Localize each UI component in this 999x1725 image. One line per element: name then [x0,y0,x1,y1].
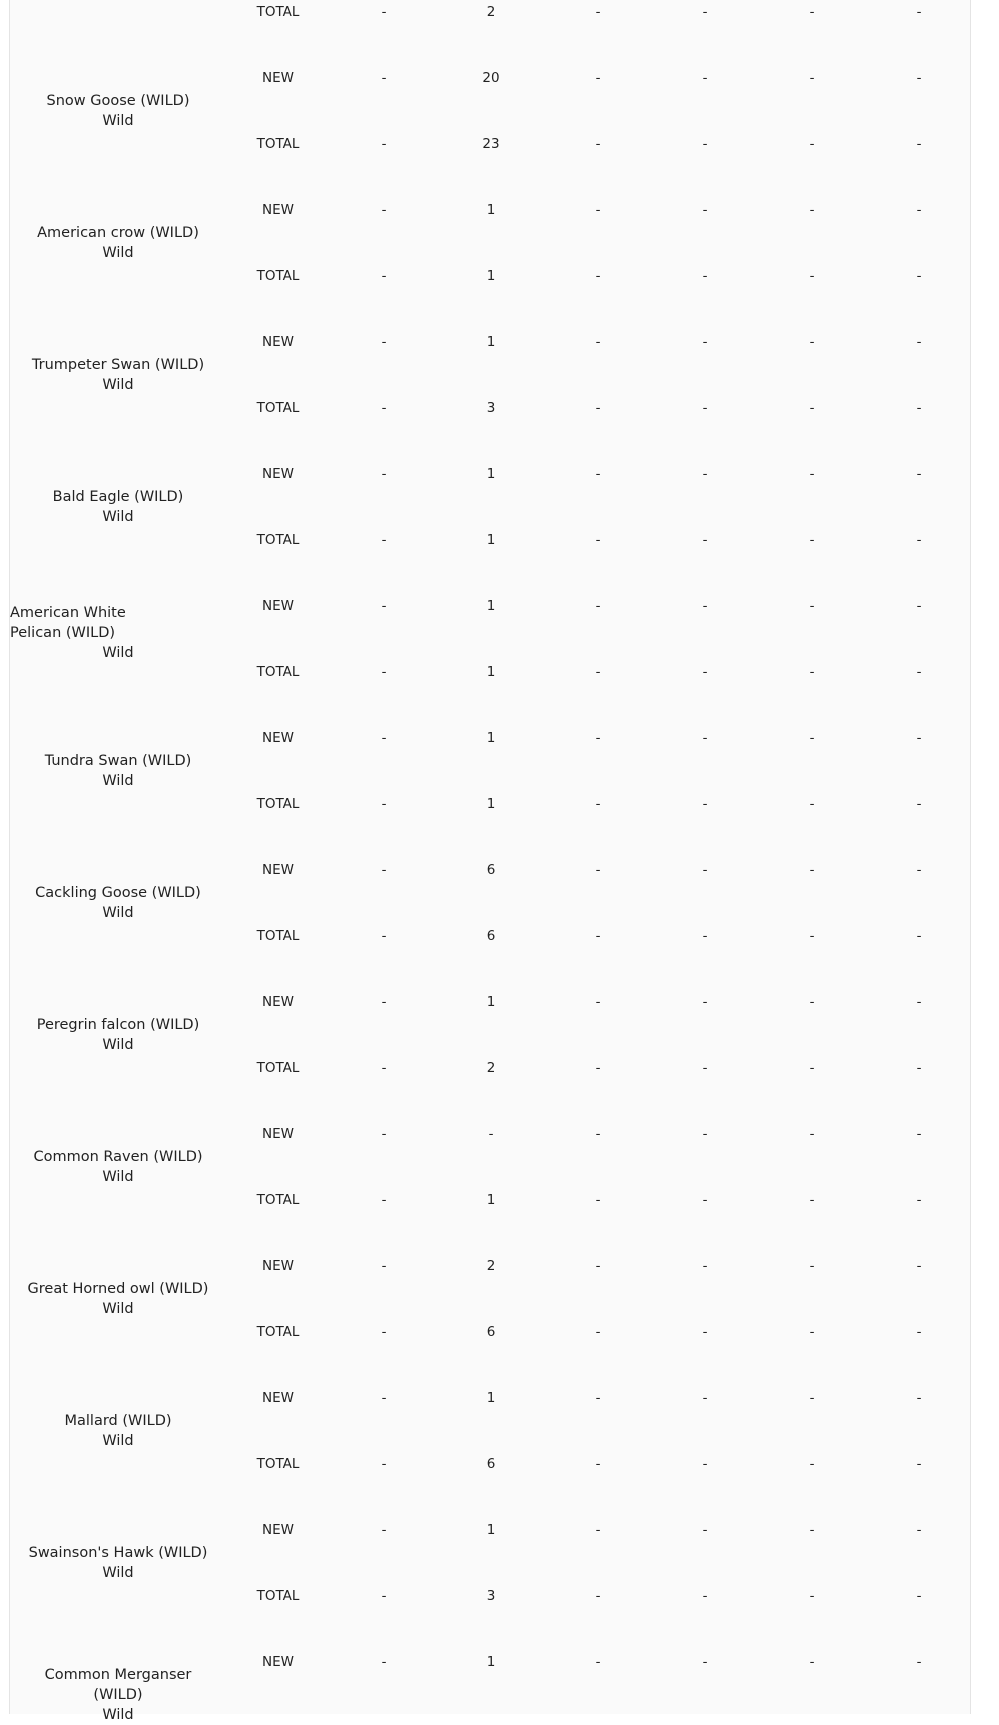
new-value: - [809,466,815,482]
new-value: - [702,1126,708,1142]
new-value: - [916,598,922,614]
new-value: - [916,1126,922,1142]
new-value: - [702,1654,708,1670]
new-value: - [916,862,922,878]
total-value: - [595,1192,601,1208]
new-value: - [381,730,387,746]
species-cell [23,487,213,527]
species-name: American crow (WILD) [37,225,199,241]
total-value: 1 [486,796,496,812]
total-value: - [809,1060,815,1076]
species-cell [10,603,180,663]
new-label: NEW [262,70,294,86]
new-value: - [809,1522,815,1538]
total-value: - [916,1456,922,1472]
new-value: - [702,1390,708,1406]
new-value: - [916,466,922,482]
new-label: NEW [262,1126,294,1142]
new-value: 6 [486,862,496,878]
species-cell [23,223,213,263]
species-type: Wild [102,773,134,789]
new-value: - [702,202,708,218]
total-value: - [916,268,922,284]
species-cell [23,1411,213,1451]
total-value: - [916,4,922,20]
new-value: 1 [486,202,496,218]
new-value: - [381,994,387,1010]
total-value: - [809,400,815,416]
new-value: - [595,1522,601,1538]
total-value: - [595,1588,601,1604]
total-value: - [809,4,815,20]
new-value: - [702,598,708,614]
total-value: - [702,1192,708,1208]
new-label: NEW [262,730,294,746]
total-value: 6 [486,1324,496,1340]
total-value: - [595,1060,601,1076]
species-type: Wild [102,245,134,261]
total-value: - [916,796,922,812]
total-value: 2 [486,1060,496,1076]
total-value: - [595,136,601,152]
total-value: - [916,400,922,416]
new-value: - [916,1522,922,1538]
new-value: - [381,1522,387,1538]
total-label: TOTAL [256,400,300,416]
total-label: TOTAL [256,796,300,812]
species-cell [23,355,213,395]
total-value: - [381,1588,387,1604]
total-value: - [809,796,815,812]
new-label: NEW [262,1390,294,1406]
species-name: Bald Eagle (WILD) [52,489,184,505]
total-value: - [381,1060,387,1076]
species-type: Wild [102,1433,134,1449]
species-name: Mallard (WILD) [64,1413,172,1429]
total-value: - [809,1456,815,1472]
species-name: Trumpeter Swan (WILD) [31,357,205,373]
new-label: NEW [262,994,294,1010]
species-name: Peregrin falcon (WILD) [36,1017,200,1033]
species-type: Wild [102,1301,134,1317]
total-value: - [702,400,708,416]
new-value: - [595,862,601,878]
total-value: - [381,532,387,548]
new-value: - [916,1258,922,1274]
total-label: TOTAL [256,1588,300,1604]
species-name: Great Horned owl (WILD) [27,1281,209,1297]
new-value: - [702,730,708,746]
new-value: 1 [486,466,496,482]
total-value: - [381,928,387,944]
new-value: 1 [486,1654,496,1670]
new-value: 2 [486,1258,496,1274]
new-value: - [595,70,601,86]
new-label: NEW [262,466,294,482]
new-value: - [381,334,387,350]
new-value: - [595,202,601,218]
total-label: TOTAL [256,1060,300,1076]
total-label: TOTAL [256,1324,300,1340]
new-value: - [809,1126,815,1142]
species-cell [23,883,213,923]
new-value: - [595,1654,601,1670]
total-value: - [381,1324,387,1340]
new-value: - [381,466,387,482]
total-value: - [381,4,387,20]
total-value: - [809,1192,815,1208]
new-label: NEW [262,334,294,350]
total-value: - [702,664,708,680]
new-value: - [595,730,601,746]
species-type: Wild [102,509,134,525]
species-type: Wild [102,377,134,393]
total-value: - [702,268,708,284]
new-value: - [381,1654,387,1670]
total-label: TOTAL [256,1192,300,1208]
new-value: 20 [482,70,500,86]
species-type: Wild [102,113,134,129]
total-value: - [702,1588,708,1604]
new-label: NEW [262,598,294,614]
total-value: 3 [486,1588,496,1604]
new-value: - [381,598,387,614]
new-value: 1 [486,1390,496,1406]
new-value: 1 [486,598,496,614]
total-value: - [381,1456,387,1472]
new-value: - [595,598,601,614]
total-value: 3 [486,400,496,416]
total-value: - [916,1324,922,1340]
total-value: 6 [486,928,496,944]
total-value: - [916,1588,922,1604]
total-value: - [595,268,601,284]
total-value: 23 [482,136,500,152]
total-value: - [809,928,815,944]
total-value: - [809,1324,815,1340]
new-value: - [702,334,708,350]
total-value: - [381,268,387,284]
new-value: - [916,202,922,218]
total-value: - [381,136,387,152]
new-value: - [809,202,815,218]
species-cell [23,1543,213,1583]
report-table-panel [9,0,971,1723]
total-value: - [916,664,922,680]
new-label: NEW [262,862,294,878]
total-value: 1 [486,532,496,548]
species-type: Wild [102,1707,134,1723]
species-cell [23,751,213,791]
total-value: - [595,796,601,812]
new-value: - [702,70,708,86]
new-value: - [595,994,601,1010]
species-cell [23,91,213,131]
new-value: 1 [486,1522,496,1538]
total-value: - [916,1192,922,1208]
new-label: NEW [262,1522,294,1538]
total-value: - [381,400,387,416]
new-value: - [595,466,601,482]
new-value: - [916,1654,922,1670]
total-value: - [702,1060,708,1076]
total-value: - [809,268,815,284]
new-value: 1 [486,994,496,1010]
total-value: - [916,928,922,944]
total-value: 1 [486,664,496,680]
new-value: 1 [486,334,496,350]
species-type: Wild [102,645,134,661]
new-value: - [702,1258,708,1274]
new-value: - [809,730,815,746]
new-value: - [702,994,708,1010]
new-value: - [381,70,387,86]
species-cell [23,1665,213,1725]
species-name: American White Pelican (WILD) [10,605,126,641]
total-label: TOTAL [256,928,300,944]
new-value: - [488,1126,494,1142]
total-value: - [381,796,387,812]
total-value: - [702,532,708,548]
new-value: - [595,334,601,350]
new-value: - [916,730,922,746]
species-type: Wild [102,1565,134,1581]
species-type: Wild [102,1037,134,1053]
species-name: Common Raven (WILD) [33,1149,203,1165]
new-label: NEW [262,1654,294,1670]
species-type: Wild [102,905,134,921]
total-value: - [702,1324,708,1340]
new-value: - [702,862,708,878]
total-value: - [809,136,815,152]
new-label: NEW [262,1258,294,1274]
total-value: - [702,796,708,812]
species-cell [23,1279,213,1319]
new-value: - [702,1522,708,1538]
new-value: - [702,466,708,482]
species-cell [23,1015,213,1055]
total-value: - [809,1588,815,1604]
total-value: - [916,1060,922,1076]
new-value: - [809,1654,815,1670]
total-label: TOTAL [256,1456,300,1472]
total-value: - [916,136,922,152]
species-name: Snow Goose (WILD) [46,93,190,109]
new-value: - [595,1390,601,1406]
new-value: - [381,1390,387,1406]
total-value: - [595,928,601,944]
total-value: - [916,532,922,548]
new-value: - [381,202,387,218]
total-value: - [595,532,601,548]
total-value: - [595,400,601,416]
total-value: - [381,1192,387,1208]
total-label: TOTAL [256,136,300,152]
total-value: 1 [486,268,496,284]
total-value: - [809,664,815,680]
new-value: - [809,994,815,1010]
new-value: - [381,1126,387,1142]
species-name: Tundra Swan (WILD) [44,753,192,769]
species-name: Cackling Goose (WILD) [35,885,201,901]
new-label: NEW [262,202,294,218]
species-name: Common Merganser (WILD) [44,1667,192,1703]
new-value: - [809,70,815,86]
total-value: 1 [486,1192,496,1208]
total-label: TOTAL [256,532,300,548]
total-value: - [702,136,708,152]
new-value: - [809,862,815,878]
new-value: - [381,1258,387,1274]
new-value: - [595,1258,601,1274]
new-value: - [381,862,387,878]
new-value: - [809,598,815,614]
new-value: - [916,994,922,1010]
total-value: - [702,4,708,20]
total-value: - [595,4,601,20]
new-value: - [809,1258,815,1274]
species-type: Wild [102,1169,134,1185]
total-value: - [595,1456,601,1472]
total-label: TOTAL [256,664,300,680]
species-name: Swainson's Hawk (WILD) [28,1545,208,1561]
total-value: - [595,664,601,680]
new-value: - [809,334,815,350]
new-value: - [916,1390,922,1406]
total-label: TOTAL [256,268,300,284]
total-value: - [381,664,387,680]
new-value: - [809,1390,815,1406]
new-value: 1 [486,730,496,746]
new-value: - [916,70,922,86]
new-value: - [916,334,922,350]
total-value: - [702,1456,708,1472]
new-value: - [595,1126,601,1142]
species-cell [23,1147,213,1187]
total-value: - [809,532,815,548]
total-label: TOTAL [256,4,300,20]
total-value: 6 [486,1456,496,1472]
total-value: 2 [486,4,496,20]
total-value: - [595,1324,601,1340]
total-value: - [702,928,708,944]
